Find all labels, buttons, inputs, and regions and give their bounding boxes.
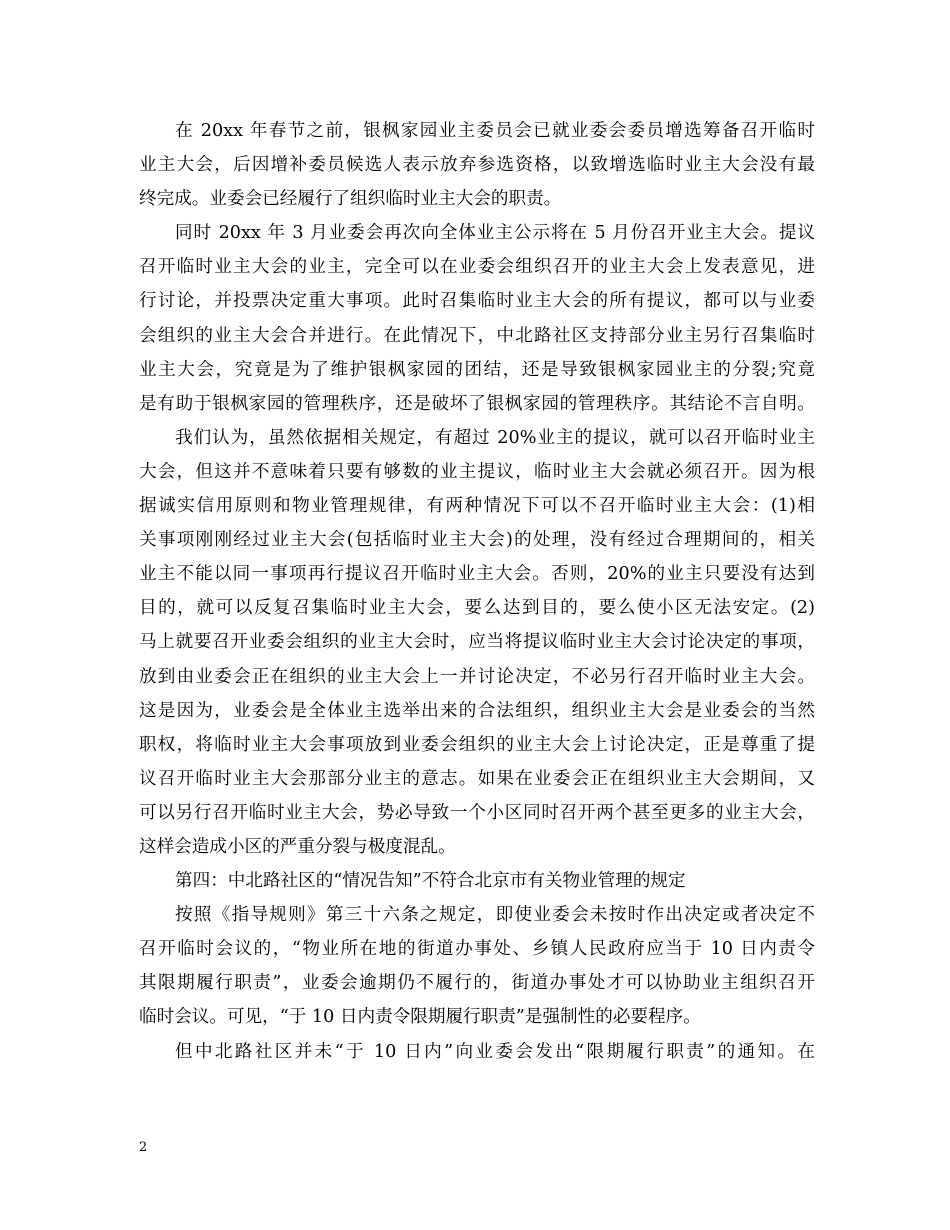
text-line: 放到由业委会正在组织的业主大会上一并讨论决定，不必另行召开临时业主大会。 bbox=[139, 666, 815, 687]
text-line: 召开临时业主大会的业主，完全可以在业委会组织召开的业主大会上发表意见，进 bbox=[139, 257, 815, 278]
text-line: 据诚实信用原则和物业管理规律，有两种情况下可以不召开临时业主大会：(1)相 bbox=[139, 496, 815, 517]
text-line: 大会，但这并不意味着只要有够数的业主提议，临时业主大会就必须召开。因为根 bbox=[139, 461, 815, 482]
body-text bbox=[139, 114, 815, 1069]
text-line: 会组织的业主大会合并进行。在此情况下，中北路社区支持部分业主另行召集临时 bbox=[139, 325, 815, 346]
page-number: 2 bbox=[139, 1140, 148, 1155]
section-heading: 第四：中北路社区的“情况告知”不符合北京市有关物业管理的规定 bbox=[175, 871, 686, 892]
text-line: 马上就要召开业委会组织的业主大会时，应当将提议临时业主大会讨论决定的事项， bbox=[139, 632, 815, 653]
text-line: 这是因为，业委会是全体业主选举出来的合法组织，组织业主大会是业委会的当然 bbox=[139, 700, 815, 721]
text-line: 行讨论，并投票决定重大事项。此时召集临时业主大会的所有提议，都可以与业委 bbox=[139, 291, 815, 312]
text-line: 我们认为，虽然依据相关规定，有超过 20%业主的提议，就可以召开临时业主 bbox=[175, 427, 815, 448]
text-line: 是有助于银枫家园的管理秩序，还是破坏了银枫家园的管理秩序。其结论不言自明。 bbox=[139, 393, 815, 414]
text-line: 业主大会，后因增补委员候选人表示放弃参选资格，以致增选临时业主大会没有最 bbox=[139, 155, 815, 176]
text-line: 按照《指导规则》第三十六条之规定，即使业委会未按时作出决定或者决定不 bbox=[175, 905, 815, 926]
text-line: 议召开临时业主大会那部分业主的意志。如果在业委会正在组织业主大会期间，又 bbox=[139, 768, 815, 789]
text-line: 同时 20xx 年 3 月业委会再次向全体业主公示将在 5 月份召开业主大会。提议 bbox=[175, 223, 815, 244]
text-line: 召开临时会议的，“物业所在地的街道办事处、乡镇人民政府应当于 10 日内责令 bbox=[139, 939, 815, 960]
text-line: 可以另行召开临时业主大会，势必导致一个小区同时召开两个甚至更多的业主大会， bbox=[139, 802, 815, 823]
text-line: 其限期履行职责”，业委会逾期仍不履行的，街道办事处才可以协助业主组织召开 bbox=[139, 973, 815, 994]
text-line: 临时会议。可见，“于 10 日内责令限期履行职责”是强制性的必要程序。 bbox=[139, 1007, 701, 1028]
text-line: 目的，就可以反复召集临时业主大会，要么达到目的，要么使小区无法安定。(2) bbox=[139, 598, 815, 619]
text-line: 业主不能以同一事项再行提议召开临时业主大会。否则，20%的业主只要没有达到 bbox=[139, 564, 815, 585]
text-line: 这样会造成小区的严重分裂与极度混乱。 bbox=[139, 836, 456, 857]
text-line: 业主大会，究竟是为了维护银枫家园的团结，还是导致银枫家园业主的分裂;究竟 bbox=[139, 359, 815, 380]
text-line: 职权，将临时业主大会事项放到业委会组织的业主大会上讨论决定，正是尊重了提 bbox=[139, 734, 815, 755]
text-line: 关事项刚刚经过业主大会(包括临时业主大会)的处理，没有经过合理期间的，相关 bbox=[139, 530, 815, 551]
text-line: 在 20xx 年春节之前，银枫家园业主委员会已就业委会委员增选筹备召开临时 bbox=[175, 121, 815, 141]
text-line: 终完成。业委会已经履行了组织临时业主大会的职责。 bbox=[139, 189, 562, 210]
text-line: 但中北路社区并未“于 10 日内”向业委会发出“限期履行职责”的通知。在 bbox=[175, 1041, 815, 1062]
